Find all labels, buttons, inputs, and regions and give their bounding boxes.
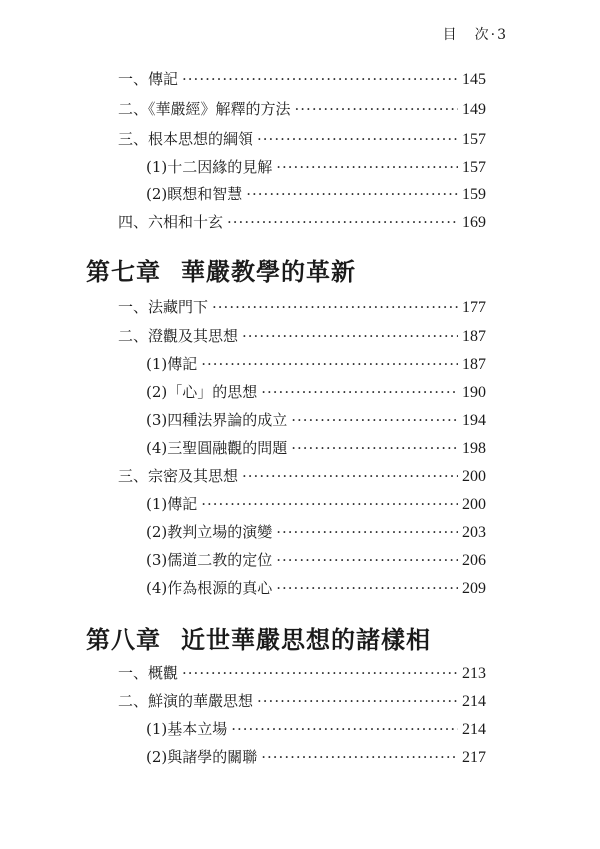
toc-entry-label: 一、概觀 bbox=[118, 664, 179, 682]
toc-entry-page: 190 bbox=[462, 384, 486, 401]
toc-entry-page: 187 bbox=[462, 328, 486, 345]
toc-entry-page: 157 bbox=[462, 131, 486, 148]
toc-entry-page: 157 bbox=[462, 159, 486, 176]
toc-subentry[interactable] bbox=[146, 379, 486, 405]
toc-entry-label: 三、宗密及其思想 bbox=[118, 467, 239, 485]
toc-entry-label: 三、根本思想的綱領 bbox=[118, 130, 254, 148]
toc-entry-page: 200 bbox=[462, 468, 486, 485]
leader-dots bbox=[295, 96, 458, 122]
toc-entry[interactable] bbox=[118, 660, 486, 686]
leader-dots bbox=[242, 323, 458, 349]
toc-entry-label: 四、六相和十玄 bbox=[118, 213, 224, 231]
toc-entry-label: 一、傳記 bbox=[118, 70, 179, 88]
toc-entry-page: 169 bbox=[462, 214, 486, 231]
toc-subentry[interactable] bbox=[146, 575, 486, 601]
toc-entry[interactable] bbox=[118, 323, 486, 349]
toc-entry-page: 206 bbox=[462, 552, 486, 569]
toc-entry-page: 145 bbox=[462, 71, 486, 88]
toc-subentry[interactable] bbox=[146, 547, 486, 573]
leader-dots bbox=[231, 716, 458, 742]
toc-entry-page: 149 bbox=[462, 101, 486, 118]
toc-entry-label: (2)瞑想和智慧 bbox=[146, 185, 243, 203]
toc-subentry[interactable] bbox=[146, 154, 486, 180]
toc-entry[interactable] bbox=[118, 66, 486, 92]
leader-dots bbox=[291, 407, 458, 433]
toc-subentry[interactable] bbox=[146, 435, 486, 461]
toc-entry-label: 二、鮮演的華嚴思想 bbox=[118, 692, 254, 710]
toc-entry-page: 217 bbox=[462, 749, 486, 766]
toc-subentry[interactable] bbox=[146, 716, 486, 742]
chapter-title: 近世華嚴思想的諸樣相 bbox=[181, 625, 431, 654]
running-header: 目 次·3 bbox=[442, 27, 508, 43]
leader-dots bbox=[242, 463, 458, 489]
leader-dots bbox=[257, 126, 458, 152]
chapter-heading[interactable] bbox=[86, 252, 356, 287]
toc-entry-page: 209 bbox=[462, 580, 486, 597]
leader-dots bbox=[276, 519, 458, 545]
leader-dots bbox=[227, 209, 458, 235]
toc-entry-page: 213 bbox=[462, 665, 486, 682]
leader-dots bbox=[261, 744, 458, 770]
leader-dots bbox=[276, 154, 458, 180]
toc-entry-label: 二、澄觀及其思想 bbox=[118, 327, 239, 345]
toc-entry-label: 二、《華嚴經》解釋的方法 bbox=[118, 100, 291, 118]
toc-entry-label: (1)傳記 bbox=[146, 355, 198, 373]
toc-entry[interactable] bbox=[118, 463, 486, 489]
toc-entry-page: 198 bbox=[462, 440, 486, 457]
toc-entry[interactable] bbox=[118, 294, 486, 320]
toc-subentry[interactable] bbox=[146, 519, 486, 545]
leader-dots bbox=[261, 379, 458, 405]
toc-entry[interactable] bbox=[118, 96, 486, 122]
toc-entry-label: (4)三聖圓融觀的問題 bbox=[146, 439, 288, 457]
toc-entry-page: 159 bbox=[462, 186, 486, 203]
leader-dots bbox=[246, 181, 458, 207]
toc-entry-page: 214 bbox=[462, 693, 486, 710]
chapter-heading[interactable] bbox=[86, 620, 431, 655]
toc-entry[interactable] bbox=[118, 209, 486, 235]
toc-entry-label: (1)傳記 bbox=[146, 495, 198, 513]
toc-entry-page: 187 bbox=[462, 356, 486, 373]
toc-entry-label: (3)四種法界論的成立 bbox=[146, 411, 288, 429]
toc-entry-label: (1)十二因緣的見解 bbox=[146, 158, 273, 176]
toc-entry-page: 194 bbox=[462, 412, 486, 429]
leader-dots bbox=[276, 547, 458, 573]
toc-subentry[interactable] bbox=[146, 351, 486, 377]
toc-entry-label: (2)與諸學的關聯 bbox=[146, 748, 258, 766]
toc-entry[interactable] bbox=[118, 688, 486, 714]
toc-subentry[interactable] bbox=[146, 181, 486, 207]
leader-dots bbox=[201, 491, 458, 517]
chapter-number: 第八章 bbox=[86, 625, 161, 654]
leader-dots bbox=[201, 351, 458, 377]
toc-entry-label: (4)作為根源的真心 bbox=[146, 579, 273, 597]
chapter-number: 第七章 bbox=[86, 257, 161, 286]
toc-entry-page: 203 bbox=[462, 524, 486, 541]
toc-entry-label: 一、法藏門下 bbox=[118, 298, 209, 316]
toc-entry-label: (1)基本立場 bbox=[146, 720, 228, 738]
leader-dots bbox=[182, 66, 458, 92]
toc-entry-page: 214 bbox=[462, 721, 486, 738]
toc-entry-page: 177 bbox=[462, 299, 486, 316]
leader-dots bbox=[291, 435, 458, 461]
toc-entry-page: 200 bbox=[462, 496, 486, 513]
leader-dots bbox=[182, 660, 458, 686]
toc-subentry[interactable] bbox=[146, 744, 486, 770]
chapter-title: 華嚴教學的革新 bbox=[181, 257, 356, 286]
leader-dots bbox=[257, 688, 458, 714]
toc-subentry[interactable] bbox=[146, 491, 486, 517]
toc-entry-label: (3)儒道二教的定位 bbox=[146, 551, 273, 569]
toc-subentry[interactable] bbox=[146, 407, 486, 433]
toc-entry[interactable] bbox=[118, 126, 486, 152]
toc-entry-label: (2)「心」的思想 bbox=[146, 383, 258, 401]
leader-dots bbox=[212, 294, 458, 320]
toc-entry-label: (2)教判立場的演變 bbox=[146, 523, 273, 541]
leader-dots bbox=[276, 575, 458, 601]
